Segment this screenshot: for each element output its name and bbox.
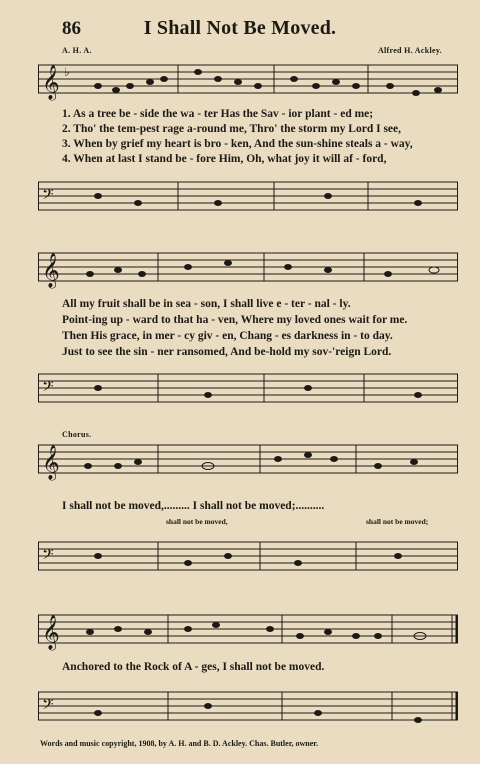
bass-staff-2 — [38, 362, 458, 412]
svg-text:𝄞: 𝄞 — [42, 65, 60, 100]
chorus-label: Chorus. — [62, 430, 92, 439]
bass-staff-3 — [38, 530, 458, 580]
bass-staff-4 — [38, 680, 458, 730]
verse-line-1b: All my fruit shall be in sea - son, I shall live e - ter - nal - ly. — [62, 298, 351, 310]
verse-line-2b: Point-ing up - ward to that ha - ven, Where my loved ones wait for me. — [62, 314, 408, 326]
svg-text:𝄞: 𝄞 — [42, 446, 60, 479]
treble-staff-1 — [38, 60, 458, 110]
svg-text:𝄢: 𝄢 — [42, 186, 54, 206]
verse-line-4b: Just to see the sin - ner ransomed, And be-hold my sov-'reign Lord. — [62, 346, 392, 358]
verse-line-1a: 1. As a tree be - side the wa - ter Has the Sav - ior plant - ed me; — [62, 108, 374, 120]
svg-text:𝄢: 𝄢 — [42, 378, 54, 398]
chorus-echo-1: shall not be moved, — [166, 517, 228, 526]
svg-text:𝄞: 𝄞 — [42, 616, 60, 649]
verse-line-3b: Then His grace, in mer - cy giv - en, Chang - es darkness in - to day. — [62, 330, 393, 342]
chorus-echo-2: shall not be moved; — [366, 517, 429, 526]
svg-text:𝄢: 𝄢 — [42, 546, 54, 566]
svg-text:𝄢: 𝄢 — [42, 696, 54, 716]
copyright-notice: Words and music copyright, 1908, by A. H. and B. D. Ackley. Chas. Butler, owner. — [40, 739, 319, 748]
final-line: Anchored to the Rock of A - ges, I shall not be moved. — [62, 661, 325, 673]
chorus-line: I shall not be moved,......... I shall not be moved;.......... — [62, 500, 325, 512]
page-number: 86 — [62, 18, 81, 39]
hymn-title: I Shall Not Be Moved. — [143, 17, 337, 39]
music-credit: Alfred H. Ackley. — [377, 46, 442, 55]
treble-staff-4 — [38, 610, 458, 660]
verse-line-2a: 2. Tho' the tem-pest rage a-round me, Thro' the storm my Lord I see, — [62, 123, 402, 135]
treble-staff-3 — [38, 440, 458, 490]
svg-text:♭: ♭ — [64, 65, 70, 79]
treble-staff-2 — [38, 248, 458, 298]
words-credit: A. H. A. — [62, 46, 92, 55]
verse-line-3a: 3. When by grief my heart is bro - ken, And the sun-shine steals a - way, — [62, 138, 413, 150]
verse-line-4a: 4. When at last I stand be - fore Him, Oh, what joy it will af - ford, — [62, 153, 387, 165]
bass-staff-1 — [38, 170, 458, 220]
svg-text:𝄞: 𝄞 — [42, 254, 60, 287]
